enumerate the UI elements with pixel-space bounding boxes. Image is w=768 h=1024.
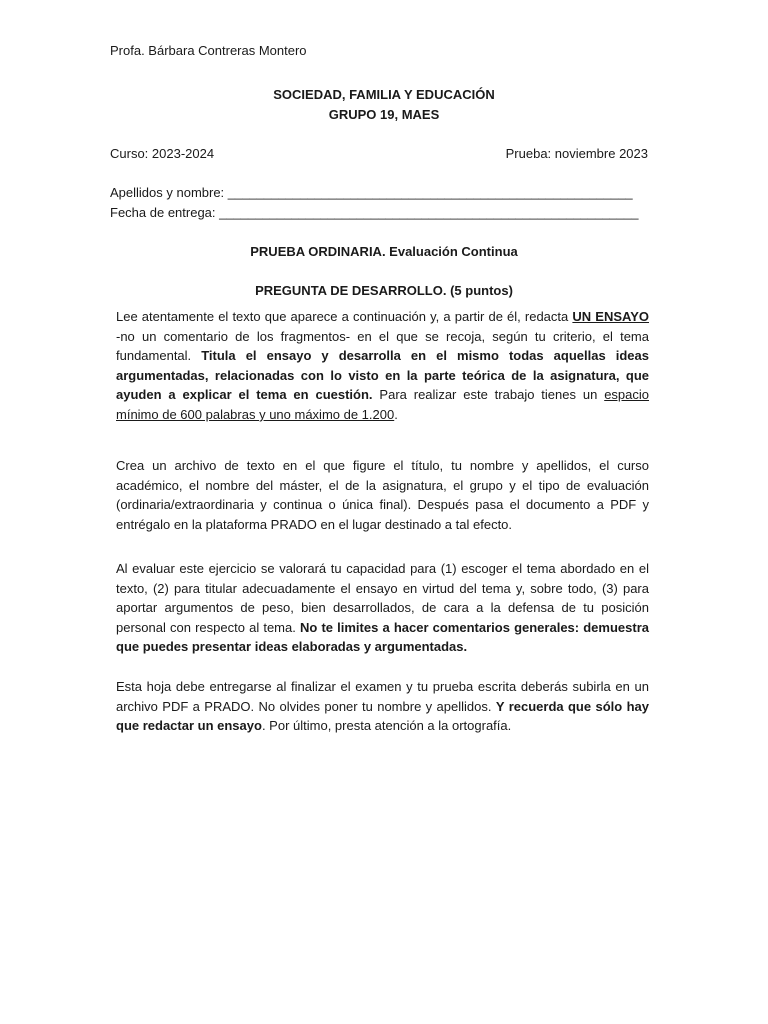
p1-text: . (394, 406, 398, 422)
p1-text: Para realizar este trabajo tienes un (372, 387, 605, 403)
delivery-date-line: Fecha de entrega: __________________________________________________________ (110, 205, 639, 220)
p3-text: Al evaluar este ejercicio se valorará tu capacidad para (1) escoger el tema abordado en el texto, (2) para titular adecuadamente el ensayo en virtud del tema y, sobre todo, (3) para aportar argumentos de peso, bien desarrollados, de cara a la defensa de tu posición personal con respecto al tema. (116, 561, 649, 635)
p4-text: . Por último, presta atención a la ortografía. (261, 718, 512, 734)
course-title: SOCIEDAD, FAMILIA Y EDUCACIÓN (273, 87, 495, 102)
p1-bold-instruction: Titula el ensayo y desarrolla en el mismo todas aquellas ideas argumentadas, relacionadas con lo visto en la parte teórica de la asignatura, que ayuden a explicar el tema en cuestión. (116, 348, 649, 403)
instructions-paragraph-1 (116, 307, 649, 425)
p1-word-limit: espacio mínimo de 600 palabras y uno máximo de 1.200 (116, 387, 650, 422)
teacher-name: Profa. Bárbara Contreras Montero (110, 43, 307, 58)
name-field-line: Apellidos y nombre: ________________________________________________________ (110, 185, 633, 200)
p3-bold-instruction: No te limites a hacer comentarios generales: demuestra que puedes presentar ideas elaboradas y argumentadas. (116, 619, 649, 655)
exam-title: PRUEBA ORDINARIA. Evaluación Continua (250, 244, 518, 259)
exam-date: Prueba: noviembre 2023 (505, 146, 648, 161)
p1-text: -no un comentario de los fragmentos- en el que se recoja, según tu criterio, el tema fundamental. (116, 328, 649, 364)
instructions-paragraph-2 (116, 456, 649, 534)
p2-text: Crea un archivo de texto en el que figure el título, tu nombre y apellidos, el curso académico, el nombre del máster, el de la asignatura, el grupo y el tipo de evaluación (ordinaria/extraordinaria y continua o única final). Después pasa el documento a PDF y entrégalo en la plataforma PRADO en el lugar destinado a tal efecto. (116, 458, 649, 532)
academic-year: Curso: 2023-2024 (110, 146, 215, 161)
p4-text: Esta hoja debe entregarse al finalizar el examen y tu prueba escrita deberás subirla en un archivo PDF a PRADO. No olvides poner tu nombre y apellidos. (116, 679, 649, 714)
group-label: GRUPO 19, MAES (328, 107, 440, 122)
p1-text: Lee atentamente el texto que aparece a continuación y, a partir de él, redacta (116, 309, 573, 324)
instructions-paragraph-4 (116, 677, 649, 736)
p1-essay-emphasis: UN ENSAYO (572, 309, 649, 324)
question-heading: PREGUNTA DE DESARROLLO. (5 puntos) (255, 283, 513, 298)
instructions-paragraph-3 (116, 559, 649, 657)
p4-bold-reminder: Y recuerda que sólo hay que redactar un ensayo (116, 698, 649, 734)
